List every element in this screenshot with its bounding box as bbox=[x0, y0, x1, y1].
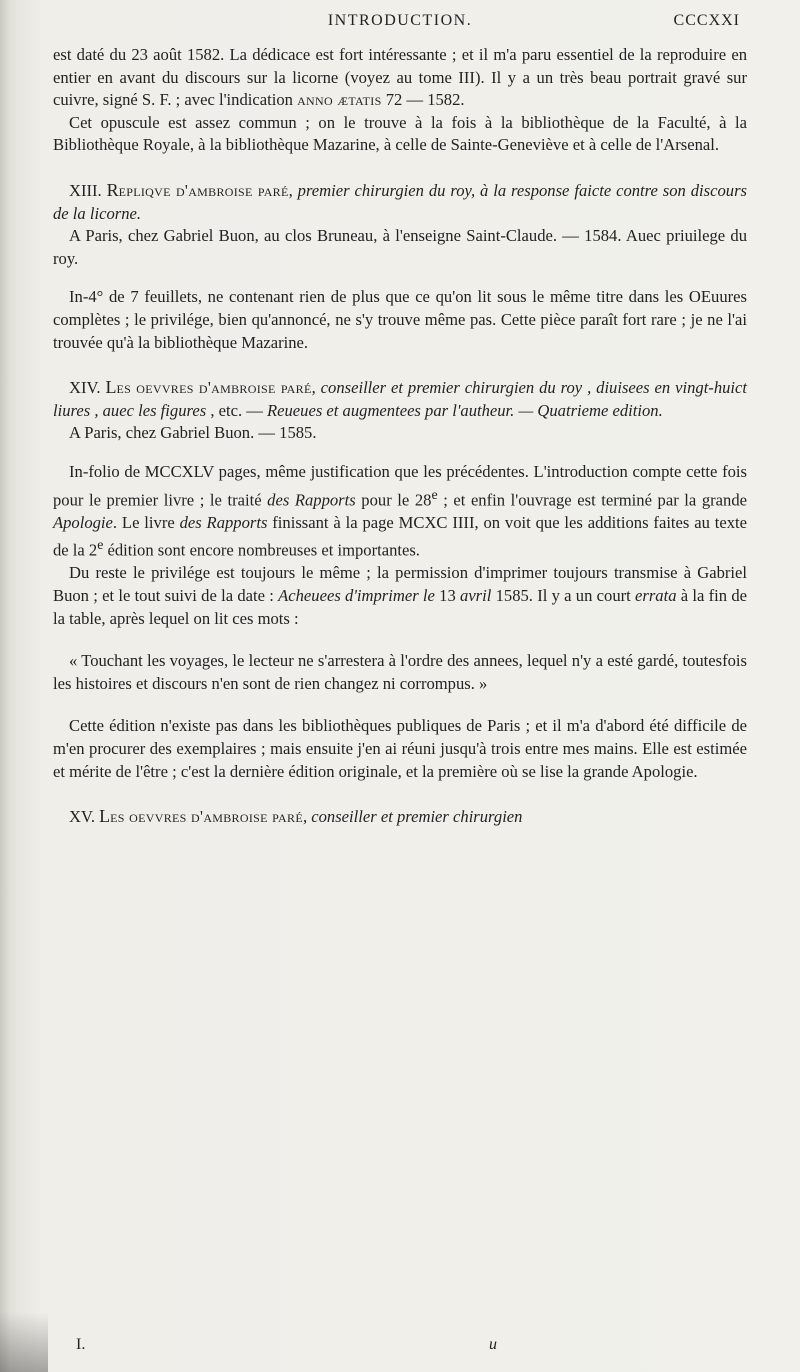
paragraph-privilege: Du reste le privilége est toujours le même ; la permission d'imprimer toujours transmise à Gabriel Buon ; et le tout suivi de la date : Acheuees d'imprimer le 13 avril 1585. Il y a un court errata à la fin de la table, après lequel on lit ces mots : bbox=[53, 563, 748, 628]
paragraph-continuation: est daté du 23 août 1582. La dédicace est fort intéressante ; et il m'a paru essentiel de la reproduire en entier en avant du discours sur la licorne (voyez au tome III). Il y a un très beau portrait gravé sur cuivre, signé S. F. ; avec l'indication anno ætatis 72 — 1582. bbox=[53, 45, 747, 110]
paragraph-in-4: In-4° de 7 feuillets, ne contenant rien de plus que ce qu'on lit sous le même titre dans les OEuures complètes ; le privilége, bien qu'annoncé, ne s'y trouve même pas. Cette pièce paraît fort rare ; je ne l'ai trouvée qu'à la bibliothèque Mazarine. bbox=[53, 287, 747, 352]
entry-number: XIV. bbox=[69, 378, 106, 398]
paragraph-libraries: Cet opuscule est assez commun ; on le trouve à la fois à la bibliothèque de la Faculté, à la Bibliothèque Royale, à la bibliothèque Mazarine, à celle de Sainte-Geneviève et à celle de l'Arsenal. bbox=[53, 112, 747, 155]
page-footer bbox=[76, 1336, 516, 1360]
entry-title: epliqve d'ambroise paré bbox=[118, 180, 289, 200]
page-gutter bbox=[0, 0, 10, 1372]
corner-shadow bbox=[0, 1312, 48, 1372]
entry-xiv: XIV. Les oevvres d'ambroise paré, conseiller et premier chirurgien du roy , diuisees en vingt-huict liures , auec les figures , etc. — Reueues et augmentees par l'autheur. — Quatrieme edition. bbox=[53, 377, 748, 420]
page-number: CCCXXI bbox=[673, 12, 740, 29]
quotation: « Touchant les voyages, le lecteur ne s'arrestera à l'ordre des annees, lequel n'y a esté gardé, toutesfois les histoires et discours n'en sont de rien changez ni corrompus. » bbox=[53, 651, 747, 693]
page-header bbox=[60, 8, 740, 38]
entry-title: es oevvres d'ambroise paré bbox=[116, 378, 312, 398]
latin-inscription: anno ætatis bbox=[297, 90, 382, 110]
entry-xiv-imprint: A Paris, chez Gabriel Buon. — 1585. bbox=[69, 423, 317, 443]
signature-mark: I. bbox=[76, 1336, 86, 1353]
entry-xv: XV. Les oevvres d'ambroise paré, conseiller et premier chirurgien bbox=[69, 806, 523, 827]
entry-number: XIII. bbox=[69, 180, 107, 200]
paragraph-in-folio: In-folio de MCCXLV pages, même justification que les précédentes. L'introduction compte cette fois pour le premier livre ; le traité des Rapports pour le 28e ; et enfin l'ouvrage est terminé par la grande Apologie. Le livre des Rapports finissant à la page MCXC IIII, on voit que les additions faites au texte de la 2e édition sont encore nombreuses et importantes. bbox=[53, 461, 748, 560]
signature-letter: u bbox=[489, 1336, 497, 1353]
entry-subtitle: premier chirurgien du roy, à la response faicte contre son discours de la licorne. bbox=[53, 180, 747, 223]
paragraph-edition: Cette édition n'existe pas dans les bibliothèques publiques de Paris ; et il m'a d'abord été difficile de m'en procurer des exemplaires ; mais ensuite j'en ai réuni jusqu'à trois entre mes mains. Elle est estimée et mérite de l'être ; c'est la dernière édition originale, et la première où se lise la grande Apologie. bbox=[53, 716, 747, 781]
body-text bbox=[53, 44, 747, 829]
entry-xiii: XIII. Repliqve d'ambroise paré, premier chirurgien du roy, à la response faicte contre son discours de la licorne. bbox=[53, 179, 747, 223]
running-title: INTRODUCTION. bbox=[327, 12, 473, 29]
entry-xiii-imprint: A Paris, chez Gabriel Buon, au clos Bruneau, à l'enseigne Saint-Claude. — 1584. Auec priuilege du roy. bbox=[53, 226, 747, 268]
entry-number: XV. bbox=[69, 807, 100, 827]
entry-title: es oevvres d'ambroise paré bbox=[110, 807, 303, 827]
